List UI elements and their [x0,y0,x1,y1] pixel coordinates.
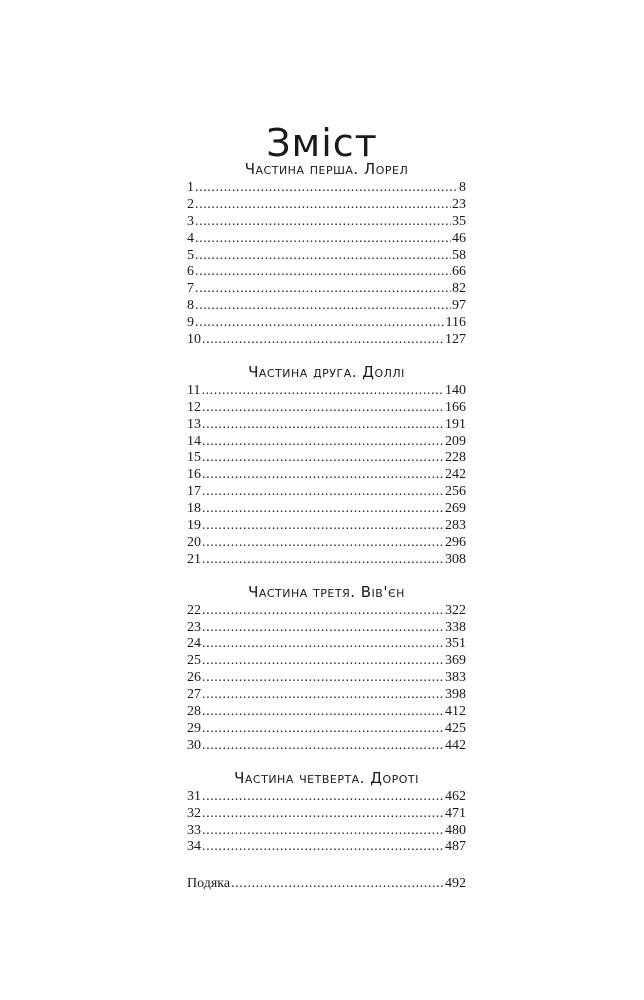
page-number: 322 [445,602,466,618]
dot-leader [202,501,444,518]
chapter-number: 9 [187,315,194,331]
page-number: 308 [445,551,466,567]
page-number: 8 [459,180,466,195]
dot-leader [195,248,451,265]
toc-entry[interactable] [187,501,466,518]
toc-entry[interactable] [187,281,466,298]
page-number: 242 [445,467,466,483]
toc-entry[interactable] [187,383,466,400]
chapter-number: 2 [187,196,194,212]
dot-leader [202,620,444,637]
dot-leader [202,434,444,451]
toc-entry-acknowledgements[interactable] [187,876,466,893]
chapter-number: 22 [187,602,201,618]
dot-leader [202,400,444,417]
page-number: 66 [452,264,466,280]
toc-entry[interactable] [187,315,466,332]
toc-part-1 [187,158,466,349]
toc-entry[interactable] [187,180,466,197]
page-number: 191 [445,416,466,432]
dot-leader [202,535,444,552]
dot-leader [202,653,444,670]
part-heading: Частина друга. Доллі [248,362,405,381]
dot-leader [202,806,444,823]
dot-leader [202,721,444,738]
dot-leader [202,670,444,687]
dot-leader [195,197,451,214]
page-number: 412 [445,704,466,720]
page-number: 116 [445,315,466,331]
toc-entry[interactable] [187,603,466,620]
dot-leader [231,876,444,893]
chapter-number: 27 [187,687,201,703]
page-number: 462 [445,788,466,804]
chapter-number: 7 [187,281,194,297]
chapter-number: 10 [187,332,201,348]
toc-entry[interactable] [187,687,466,704]
page-number: 127 [445,332,466,348]
chapter-number: 11 [187,382,201,398]
toc-entry[interactable] [187,738,466,755]
chapter-number: 25 [187,653,201,669]
dot-leader [195,298,451,315]
dot-leader [195,264,451,281]
toc-entry[interactable] [187,197,466,214]
chapter-number: 12 [187,399,201,415]
chapter-number: 29 [187,720,201,736]
dot-leader [195,180,458,197]
page-number: 140 [445,382,466,398]
page-number: 471 [445,805,466,821]
page-number: 296 [445,534,466,550]
dot-leader [202,603,444,620]
dot-leader [202,417,444,434]
toc-part-2 [187,361,466,569]
chapter-number: 13 [187,416,201,432]
page-number: 46 [452,230,466,246]
chapter-number: 32 [187,805,201,821]
dot-leader [195,214,451,231]
page-number: 369 [445,653,466,669]
toc-entry[interactable] [187,704,466,721]
dot-leader [202,704,444,721]
page-number: 351 [445,636,466,652]
page-number: 256 [445,484,466,500]
toc-entry[interactable] [187,450,466,467]
chapter-number: 26 [187,670,201,686]
toc-entry[interactable] [187,434,466,451]
toc-entry[interactable] [187,620,466,637]
chapter-number: 24 [187,636,201,652]
dot-leader [202,552,444,569]
chapter-number: 14 [187,433,201,449]
toc-entry[interactable] [187,332,466,349]
chapter-number: 34 [187,839,201,855]
chapter-number: 20 [187,534,201,550]
page-title: Зміст [266,121,378,166]
chapter-number: 21 [187,551,201,567]
toc-entry[interactable] [187,806,466,823]
page-number: 487 [445,839,466,855]
toc-entry[interactable] [187,214,466,231]
toc-entry[interactable] [187,653,466,670]
chapter-number: 3 [187,213,194,229]
chapter-number: 18 [187,501,201,517]
page-number: 283 [445,518,466,534]
page-number: 442 [445,737,466,753]
toc-entry[interactable] [187,789,466,806]
dot-leader [202,467,444,484]
chapter-number: 6 [187,264,194,280]
page-number: 209 [445,433,466,449]
dot-leader [202,738,444,755]
chapter-number: 4 [187,230,194,246]
toc-entry[interactable] [187,552,466,569]
dot-leader [202,839,444,856]
toc-entry[interactable] [187,298,466,315]
toc-entry[interactable] [187,839,466,856]
table-of-contents [187,158,466,893]
dot-leader [202,332,444,349]
dot-leader [201,383,444,400]
page-number: 492 [445,876,466,892]
chapter-number: 16 [187,467,201,483]
toc-entry[interactable] [187,721,466,738]
page-number: 338 [445,619,466,635]
chapter-number: 31 [187,788,201,804]
chapter-number: 8 [187,298,194,314]
toc-entry[interactable] [187,535,466,552]
dot-leader [202,687,444,704]
toc-entry[interactable] [187,231,466,248]
chapter-number: 33 [187,822,201,838]
page-number: 166 [445,399,466,415]
chapter-number: 30 [187,737,201,753]
toc-entry[interactable] [187,467,466,484]
page-number: 425 [445,720,466,736]
toc-entry[interactable] [187,264,466,281]
acknowledgements-label: Подяка [187,876,231,892]
dot-leader [202,636,444,653]
page-number: 97 [452,298,466,314]
chapter-number: 19 [187,518,201,534]
page-number: 82 [452,281,466,297]
dot-leader [195,315,445,332]
toc-part-4 [187,767,466,857]
chapter-number: 15 [187,450,201,466]
dot-leader [202,823,444,840]
page-number: 58 [452,247,466,263]
dot-leader [195,231,451,248]
chapter-number: 17 [187,484,201,500]
dot-leader [195,281,451,298]
page-number: 23 [452,196,466,212]
chapter-number: 5 [187,247,194,263]
chapter-number: 23 [187,619,201,635]
page-number: 35 [452,213,466,229]
page-number: 228 [445,450,466,466]
chapter-number: 28 [187,704,201,720]
chapter-number: 1 [187,180,194,195]
page-number: 398 [445,687,466,703]
toc-entry[interactable] [187,400,466,417]
part-heading: Частина третя. Вів'єн [248,582,405,601]
dot-leader [202,518,444,535]
toc-entry[interactable] [187,636,466,653]
page-number: 383 [445,670,466,686]
toc-entry[interactable] [187,670,466,687]
page-number: 480 [445,822,466,838]
toc-entry[interactable] [187,823,466,840]
toc-entry[interactable] [187,417,466,434]
part-heading: Частина четверта. Дороті [234,768,419,787]
toc-part-3 [187,581,466,755]
dot-leader [202,450,444,467]
part-heading: Частина перша. Лорел [244,160,409,178]
toc-entry[interactable] [187,484,466,501]
toc-entry[interactable] [187,518,466,535]
dot-leader [202,789,444,806]
dot-leader [202,484,444,501]
page-number: 269 [445,501,466,517]
toc-entry[interactable] [187,248,466,265]
